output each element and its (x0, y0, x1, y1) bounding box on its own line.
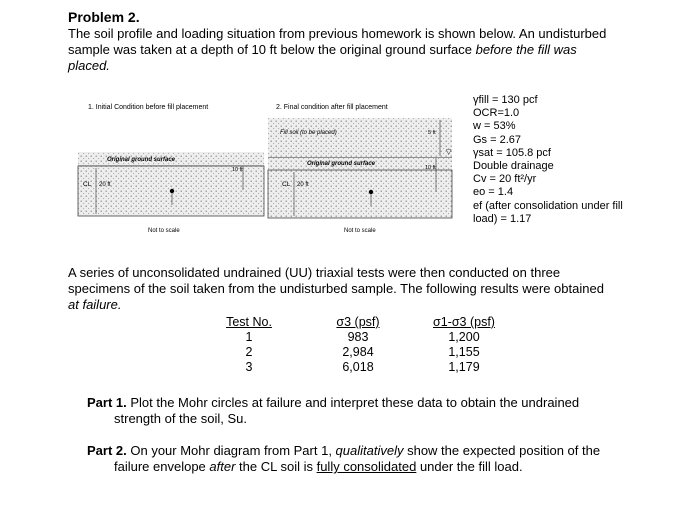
part-1 (87, 395, 677, 427)
panel1-ground-label: Original ground surface (107, 157, 176, 163)
prop-drainage: Double drainage (473, 160, 554, 173)
part2-text-b: show the expected position of the (403, 443, 601, 458)
part2-text-a: On your Mohr diagram from Part 1, (126, 443, 336, 458)
panel1-sample-point (170, 189, 174, 193)
intro-italic-end: placed. (68, 58, 110, 73)
intro-line-1: The soil profile and loading situation from previous homework is shown below. An undisturbed (68, 26, 607, 41)
prop-gamma-sat: γsat = 105.8 pcf (473, 146, 551, 159)
water-table-icon: ▽ (446, 149, 452, 156)
panel1-cl-thickness: 20 ft (99, 182, 111, 188)
part1-text: Plot the Mohr circles at failure and interpret these data to obtain the undrained (126, 395, 580, 410)
panel2-ground-label: Original ground surface (307, 161, 376, 167)
panel1-depth-label: 10 ft (232, 167, 243, 173)
cell-sigma3-3: 6,018 (342, 360, 374, 374)
panel2-sample-point (369, 190, 373, 194)
panel2-cl-thickness: 20 ft (297, 182, 309, 188)
prop-water-content: w = 53% (473, 120, 516, 133)
part-2 (87, 443, 677, 475)
part1-line-2: strength of the soil, Su. (114, 411, 247, 426)
prop-ef: ef (after consolidation under fill (473, 199, 623, 212)
problem-title: Problem 2. (68, 9, 140, 25)
cell-test-3: 3 (245, 360, 253, 374)
panel2-depth-label: 10 ft (425, 165, 436, 171)
cell-test-2: 2 (245, 345, 253, 359)
cell-dev-1: 1,200 (448, 330, 480, 344)
part1-label: Part 1. (87, 395, 127, 410)
desc-line-3 (68, 297, 683, 313)
header-deviator: σ1-σ3 (psf) (433, 315, 495, 329)
test-description (68, 265, 683, 313)
col-sigma3 (328, 315, 388, 375)
panel2-fill-thickness: 5 ft (428, 130, 436, 136)
soil-properties (473, 94, 683, 226)
prop-e0: eo = 1.4 (473, 186, 514, 199)
part2-underline: fully consolidated (316, 459, 417, 474)
desc-line-2: specimens of the soil taken from the undisturbed sample. The following results were obtained (68, 281, 604, 296)
panel2-fill-layer (268, 118, 452, 158)
prop-ocr: OCR=1.0 (473, 107, 520, 120)
desc-italic: at failure. (68, 297, 122, 312)
intro-text: sample was taken at a depth of 10 ft below the original ground surface (68, 42, 476, 57)
panel1-cl-label: CL (83, 181, 92, 188)
panel1-title: 1. Initial Condition before fill placement (88, 104, 209, 111)
col-deviator (424, 315, 504, 375)
part2-italic: qualitatively (335, 443, 404, 458)
panel2-fill-label: Fill soil (to be placed) (280, 130, 337, 136)
cell-dev-2: 1,155 (448, 345, 480, 359)
header-sigma3: σ3 (psf) (336, 315, 380, 329)
intro-italic: before the fill was (475, 42, 577, 57)
panel2-title: 2. Final condition after fill placement (276, 104, 388, 111)
part2-line-2 (87, 459, 677, 475)
cell-dev-3: 1,179 (448, 360, 480, 374)
part2-text-e: under the fill load. (416, 459, 523, 474)
part2-after: after (209, 459, 236, 474)
col-test-no (218, 315, 280, 375)
part2-text-d: the CL soil is (235, 459, 317, 474)
panel2-scale-note: Not to scale (344, 228, 376, 234)
desc-line-1: A series of unconsolidated undrained (UU) triaxial tests were then conducted on three (68, 265, 561, 280)
part2-label: Part 2. (87, 443, 127, 458)
header-test-no: Test No. (226, 315, 272, 329)
part2-text-c: failure envelope (114, 459, 210, 474)
part2-line-1 (87, 443, 677, 459)
panel2-cl-label: CL (282, 181, 291, 188)
panel1-scale-note: Not to scale (148, 228, 180, 234)
panel2-cl-layer (268, 170, 452, 218)
prop-ef-cont: load) = 1.17 (473, 212, 532, 225)
part1-line-1 (87, 395, 677, 411)
prop-cv: Cv = 20 ft²/yr (473, 173, 537, 186)
prop-gs: Gs = 2.67 (473, 133, 522, 146)
cell-sigma3-2: 2,984 (342, 345, 374, 359)
cell-sigma3-1: 983 (347, 330, 369, 344)
prop-gamma-fill: γfill = 130 pcf (473, 94, 538, 106)
cell-test-1: 1 (245, 330, 253, 344)
